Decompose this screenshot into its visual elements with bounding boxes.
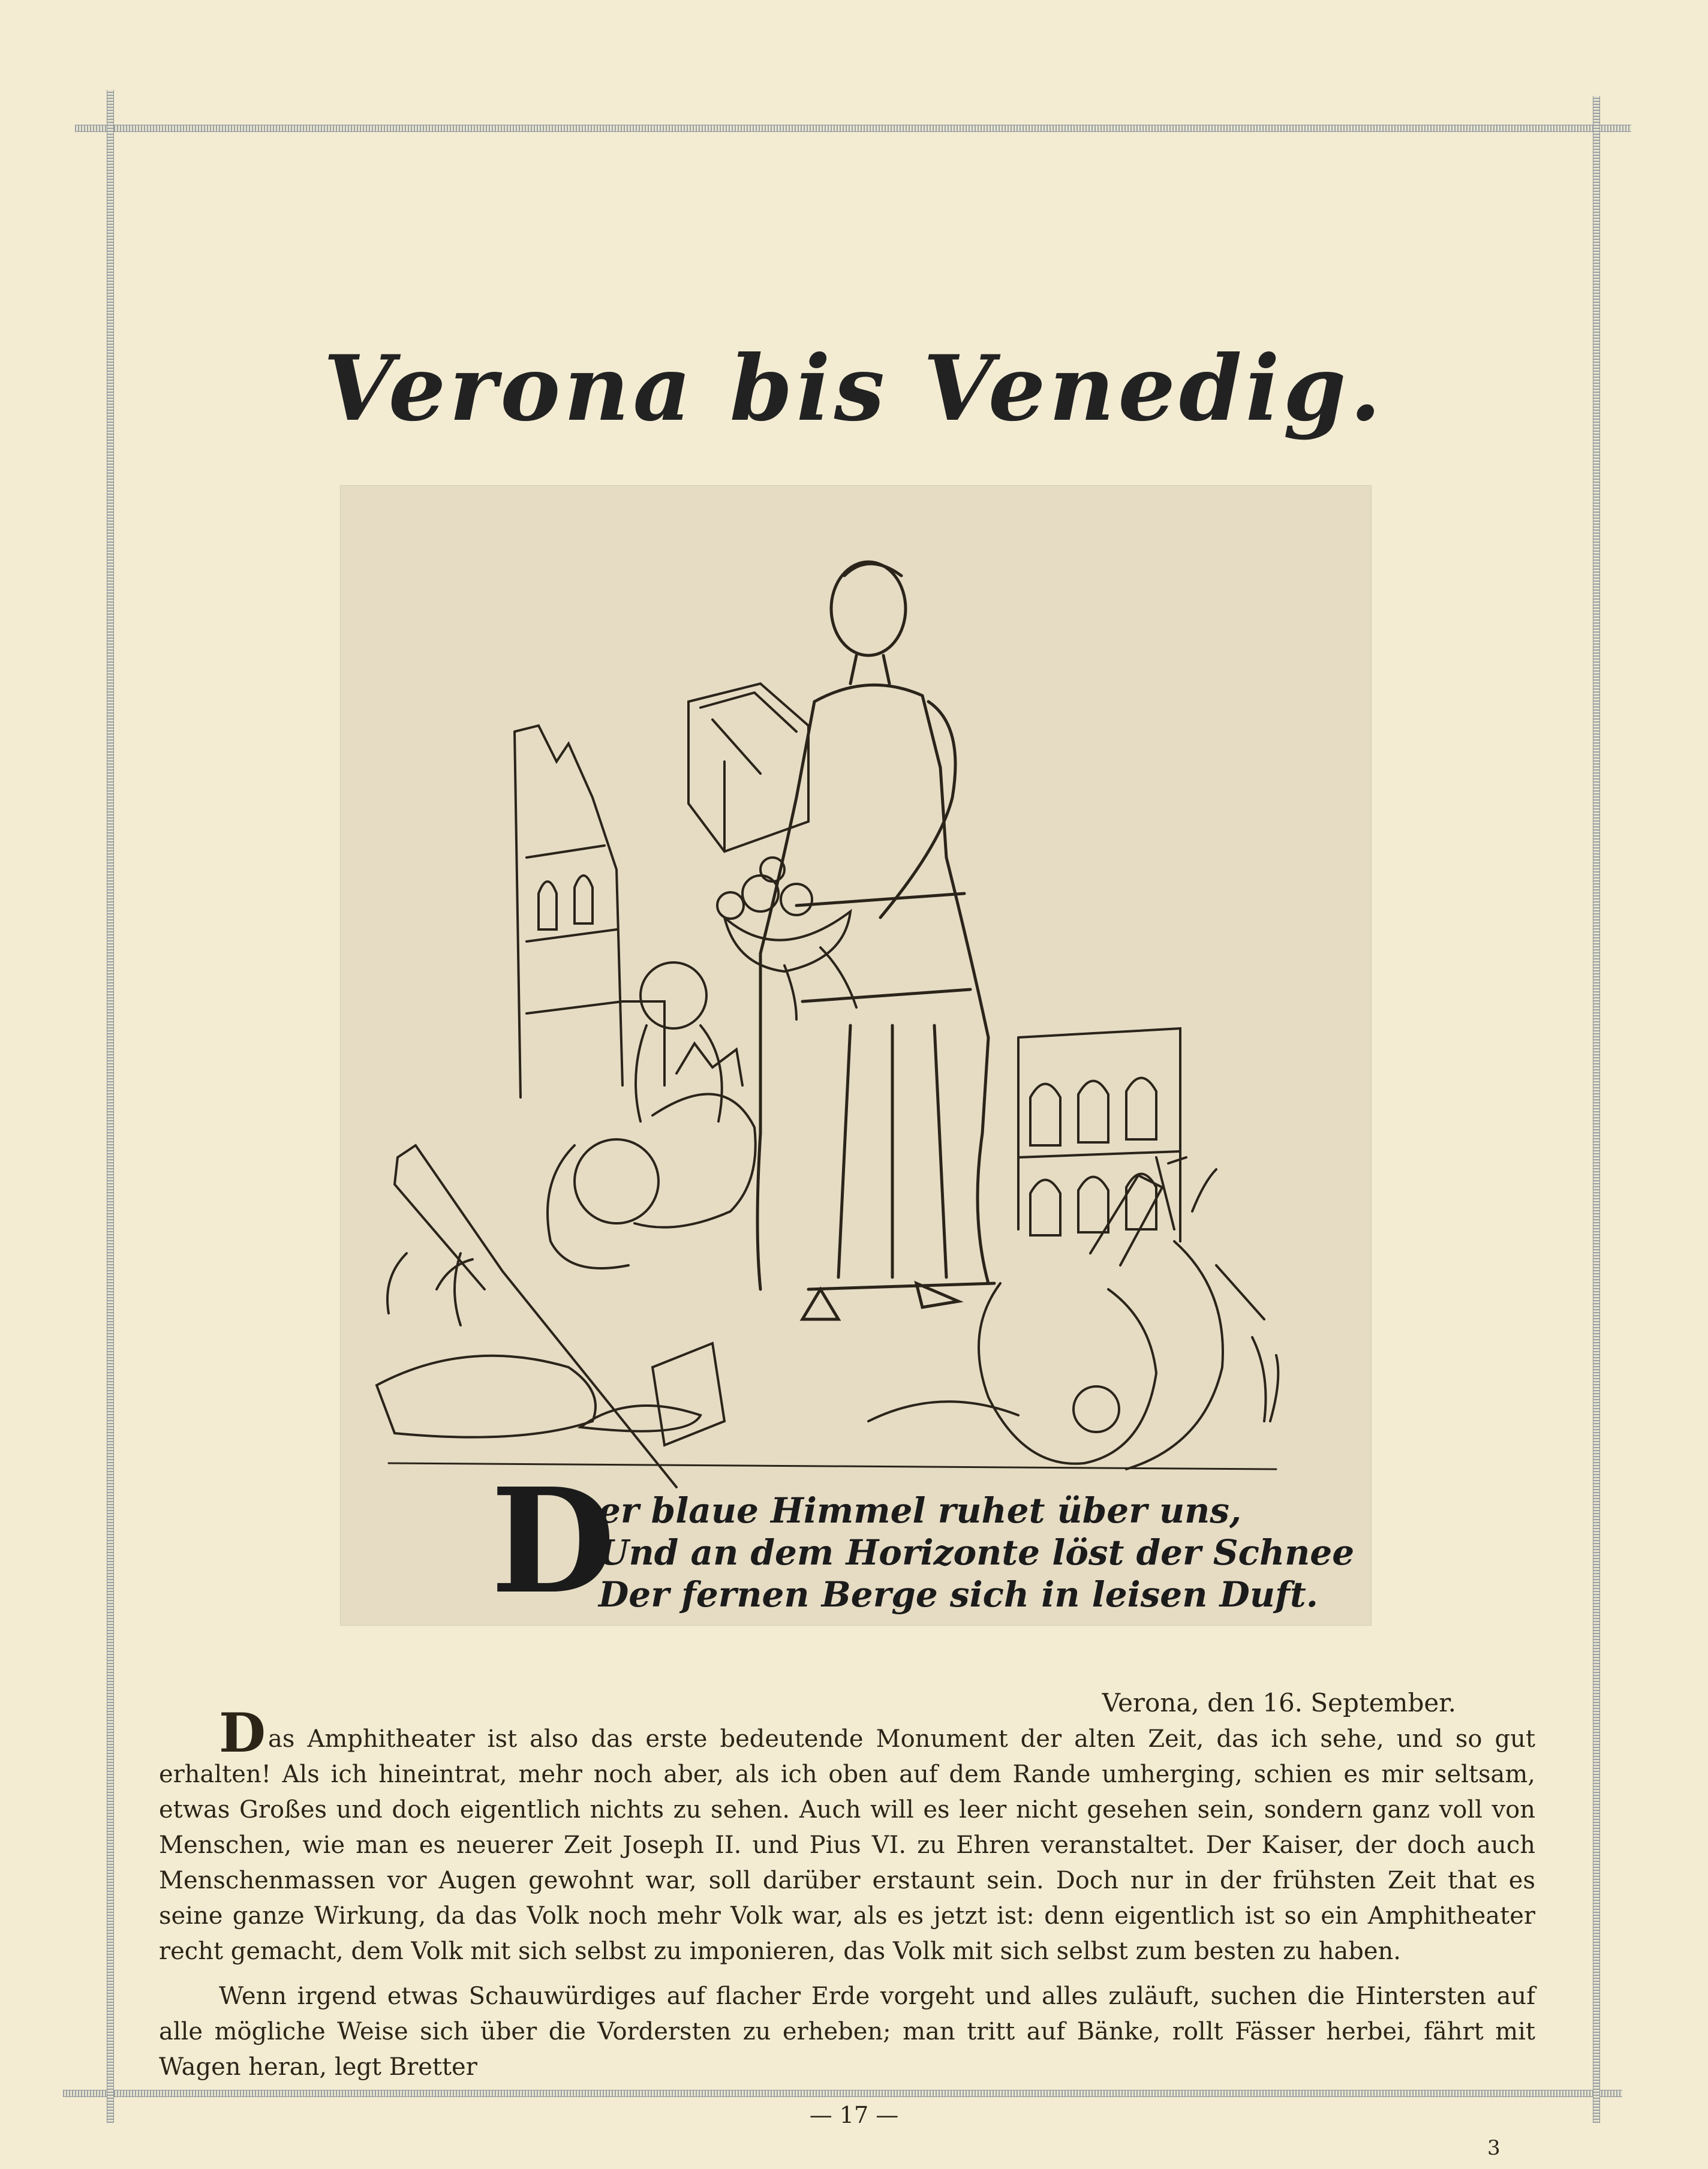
engraving-illustration bbox=[341, 486, 1371, 1625]
satyr-figure bbox=[548, 1043, 756, 1268]
sheet-number: 3 bbox=[1487, 2136, 1500, 2160]
page-title: Verona bis Venedig. bbox=[323, 336, 1385, 441]
lute-and-lyre bbox=[979, 1157, 1264, 1469]
arena-arcade-right bbox=[1018, 1028, 1180, 1241]
verse-line-3: Der fernen Berge sich in leisen Duft. bbox=[599, 1574, 1318, 1615]
top-border-rule bbox=[75, 125, 1631, 132]
verse-initial: D bbox=[491, 1457, 616, 1626]
verse-line-1: er blaue Himmel ruhet über uns, bbox=[599, 1490, 1242, 1531]
paragraph-2: Wenn irgend etwas Schauwürdiges auf flacher Erde vorgeht und alles zuläuft, suchen die Hintersten auf alle mögliche Weise sich über die Vordersten zu erheben; man tritt auf Bänke, rollt Fässer herbei, fährt mit Wagen heran, legt Bretter bbox=[159, 1983, 1535, 2081]
dateline: Verona, den 16. September. bbox=[1102, 1688, 1456, 1717]
bottom-border-rule bbox=[63, 2090, 1622, 2097]
page-number: — 17 — bbox=[809, 2102, 899, 2128]
paragraph-1-text: as Amphitheater ist also das erste bedeutende Monument der alten Zeit, das ich sehe, und so gut erhalten! Als ich hineintrat, mehr noch aber, als ich oben auf dem Rande umherging, schien es mir seltsam, etwas Großes und doch eigentlich nichts zu sehen. Auch will es leer nicht gesehen sein, sondern ganz voll von Menschen, wie man es neuerer Zeit Joseph II. und Pius VI. zu Ehren veranstaltet. Der Kaiser, der doch auch Menschenmassen vor Augen gewohnt war, soll darüber erstaunt sein. Doch nur in der frühsten Zeit that es seine ganze Wirkung, da das Volk noch mehr Volk war, als es jetzt ist: denn eigentlich ist so ein Amphitheater recht gemacht, dem Volk mit sich selbst zu imponieren, das Volk mit sich selbst zum besten zu haben. bbox=[159, 1725, 1535, 1965]
verse-line-2: Und an dem Horizonte löst der Schnee bbox=[599, 1532, 1355, 1573]
flower-basket bbox=[717, 858, 856, 1019]
dropcap: D bbox=[219, 1701, 266, 1765]
cherub-figure bbox=[636, 962, 722, 1121]
illustration-plate bbox=[341, 486, 1371, 1625]
muse-figure bbox=[757, 562, 994, 1319]
